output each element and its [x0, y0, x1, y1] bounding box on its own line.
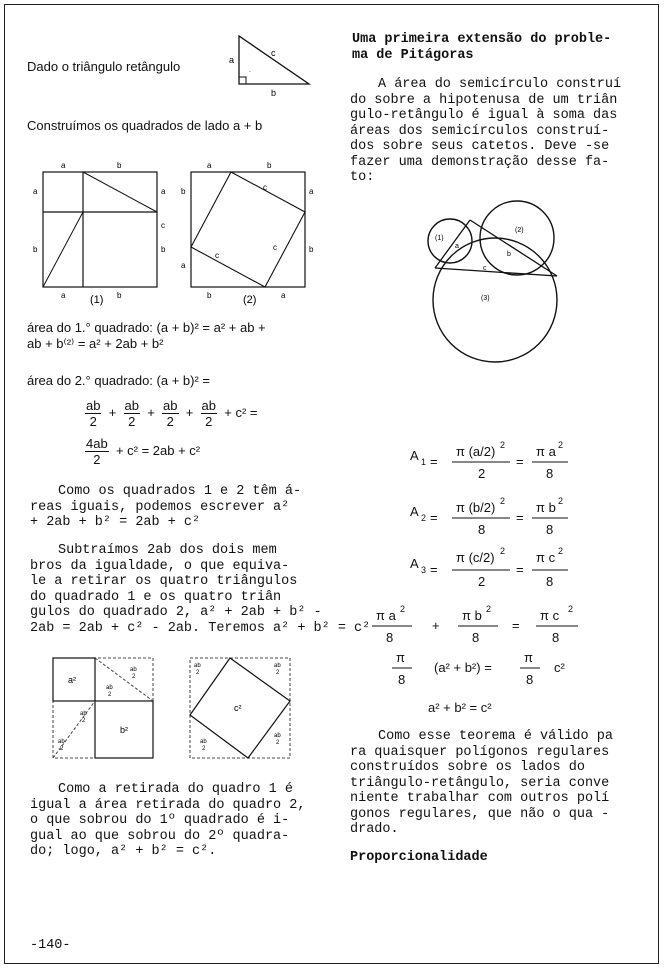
svg-text:8: 8: [552, 630, 560, 645]
svg-text:c: c: [263, 183, 267, 192]
svg-text:c: c: [483, 265, 487, 272]
svg-text:2: 2: [558, 546, 564, 556]
svg-text:2: 2: [421, 513, 427, 523]
svg-text:a: a: [281, 291, 286, 300]
svg-text:a² + b² = c²: a² + b² = c²: [428, 700, 492, 715]
svg-text:π: π: [396, 650, 405, 665]
svg-text:1: 1: [421, 457, 427, 467]
svg-text:ab: ab: [274, 663, 281, 669]
svg-text:π: π: [524, 650, 533, 665]
left-para2: Subtraímos 2ab dos dois mem bros da igualdade, o que equiva- le a retirar os quatro triângulos do quadrado 1 e os quatro triân gulos do quadrado 2, a² + 2ab + b² - 2ab = 2ab + c² - 2ab. Teremos a² + b² = c²: [30, 543, 371, 636]
svg-text:ab: ab: [200, 739, 207, 745]
svg-text:(1): (1): [435, 235, 444, 242]
svg-text:π b: π b: [536, 500, 556, 515]
svg-text:π a: π a: [376, 608, 396, 623]
svg-text:+: +: [432, 618, 440, 633]
svg-text:ab: ab: [130, 667, 137, 673]
svg-text:b: b: [161, 245, 166, 254]
svg-text:8: 8: [386, 630, 394, 645]
svg-text:2: 2: [478, 466, 486, 481]
svg-text:π (c/2): π (c/2): [456, 550, 495, 565]
svg-text:π c: π c: [536, 550, 556, 565]
left-para1: Como os quadrados 1 e 2 têm á- reas iguais, podemos escrever a² + 2ab + b² = 2ab + c²: [30, 484, 302, 530]
leg-b-label: b: [271, 88, 277, 98]
svg-text:3: 3: [421, 565, 427, 575]
svg-text:=: =: [512, 618, 520, 633]
svg-text:a: a: [309, 187, 314, 196]
svg-text:2: 2: [478, 574, 486, 589]
svg-text:b: b: [507, 251, 511, 258]
svg-text:.: .: [249, 67, 251, 74]
svg-text:a: a: [61, 291, 66, 300]
svg-text:a: a: [161, 187, 166, 196]
svg-text:c²: c²: [234, 703, 242, 713]
left-para3: Como a retirada do quadro 1 é igual a área retirada do quadro 2, o que sobrou do 1º quadrado é i- gual ao que sobrou do 2º quadra- do; logo, a² + b² = c².: [30, 782, 306, 859]
svg-text:=: =: [516, 510, 524, 525]
svg-text:2: 2: [276, 670, 280, 676]
svg-text:=: =: [430, 454, 438, 469]
svg-text:a: a: [207, 161, 212, 170]
svg-text:ab: ab: [80, 711, 87, 717]
svg-text:A: A: [410, 504, 419, 519]
area-formulas: [370, 430, 640, 720]
svg-text:=: =: [430, 510, 438, 525]
svg-text:(3): (3): [481, 295, 490, 302]
svg-text:c: c: [215, 251, 219, 260]
svg-text:2: 2: [568, 604, 574, 614]
svg-text:c: c: [161, 221, 165, 230]
svg-text:2: 2: [400, 604, 406, 614]
area1-line2: ab + b⁽²⁾ = a² + 2ab + b²: [27, 336, 164, 351]
svg-text:2: 2: [500, 546, 506, 556]
area2-result: $\frac{4ab}{2}$ + c² = 2ab + c²: [86, 436, 201, 467]
svg-text:b: b: [267, 161, 272, 170]
svg-text:ab: ab: [58, 739, 65, 745]
svg-text:A: A: [410, 448, 419, 463]
svg-text:2: 2: [202, 746, 206, 752]
svg-text:2: 2: [558, 440, 564, 450]
svg-text:8: 8: [526, 672, 534, 687]
svg-text:2: 2: [82, 718, 86, 724]
right-para1: A área do semicírculo construí do sobre a hipotenusa de um triân gulo-retângulo é igual à soma das áreas dos semicírculos construí- dos sobre seus catetos. Deve -se fazer uma demonstração desse fa- to:: [350, 77, 622, 185]
svg-text:b: b: [181, 187, 186, 196]
svg-text:ab: ab: [194, 663, 201, 669]
intro-text: Dado o triângulo retângulo: [27, 59, 181, 74]
svg-text:π (a/2): π (a/2): [456, 444, 496, 459]
svg-text:2: 2: [276, 740, 280, 746]
svg-text:ab: ab: [106, 685, 113, 691]
area2-line1: área do 2.° quadrado: (a + b)² =: [27, 373, 210, 388]
svg-text:8: 8: [546, 466, 554, 481]
svg-text:π c: π c: [540, 608, 560, 623]
area1-line1: área do 1.° quadrado: (a + b)² = a² + ab +: [27, 320, 266, 335]
svg-text:8: 8: [472, 630, 480, 645]
svg-text:2: 2: [132, 674, 136, 680]
page-number: -140-: [30, 938, 71, 953]
svg-text:8: 8: [546, 574, 554, 589]
svg-text:2: 2: [558, 496, 564, 506]
svg-text:b: b: [309, 245, 314, 254]
svg-text:b: b: [117, 291, 122, 300]
svg-text:8: 8: [478, 522, 486, 537]
svg-text:ab: ab: [274, 733, 281, 739]
svg-text:2: 2: [60, 746, 64, 752]
heading-extension: Uma primeira extensão do proble- ma de Pitágoras: [352, 32, 612, 63]
svg-text:a: a: [61, 161, 66, 170]
svg-text:=: =: [516, 562, 524, 577]
svg-text:a: a: [181, 261, 186, 270]
svg-text:2: 2: [196, 670, 200, 676]
svg-text:2: 2: [108, 692, 112, 698]
svg-text:c: c: [273, 243, 277, 252]
two-squares-figure: [27, 158, 317, 308]
svg-text:b: b: [33, 245, 38, 254]
semicircles-figure: [415, 200, 580, 365]
svg-text:2: 2: [486, 604, 492, 614]
svg-text:a: a: [33, 187, 38, 196]
svg-text:a²: a²: [68, 675, 77, 685]
fig-label-1: (1): [90, 294, 104, 306]
svg-text:8: 8: [398, 672, 406, 687]
svg-text:b: b: [117, 161, 122, 170]
leg-a-label: a: [229, 55, 235, 65]
svg-text:2: 2: [500, 440, 506, 450]
heading-proportionality: Proporcionalidade: [350, 850, 488, 865]
svg-text:=: =: [430, 562, 438, 577]
squares-heading: Construímos os quadrados de lado a + b: [27, 118, 263, 133]
fig-label-2: (2): [243, 294, 257, 306]
svg-text:2: 2: [500, 496, 506, 506]
area2-fraction-sum: $\frac{ab}{2}$ + $\frac{ab}{2}$ + $\frac{ab}{2}$ + $\frac{ab}{2}$ + c² =: [86, 398, 258, 429]
right-para2: Como esse teorema é válido pa ra quaisquer polígonos regulares construídos sobre os lados do triângulo-retângulo, seria conve niente trabalhar com outros polí gonos regulares, que não o qua - drado.: [350, 729, 613, 837]
svg-text:(a² + b²) =: (a² + b²) =: [434, 660, 492, 675]
svg-text:A: A: [410, 556, 419, 571]
subtraction-squares-figure: [50, 655, 300, 763]
hyp-c-label: c: [271, 48, 276, 58]
svg-text:a: a: [455, 243, 459, 250]
svg-text:(2): (2): [515, 227, 524, 234]
svg-text:π a: π a: [536, 444, 556, 459]
svg-text:8: 8: [546, 522, 554, 537]
svg-text:b: b: [207, 291, 212, 300]
svg-text:=: =: [516, 454, 524, 469]
svg-text:b²: b²: [120, 725, 129, 735]
svg-text:π b: π b: [462, 608, 482, 623]
svg-text:c²: c²: [554, 660, 565, 675]
svg-text:π (b/2): π (b/2): [456, 500, 496, 515]
right-triangle-figure: [225, 30, 320, 100]
